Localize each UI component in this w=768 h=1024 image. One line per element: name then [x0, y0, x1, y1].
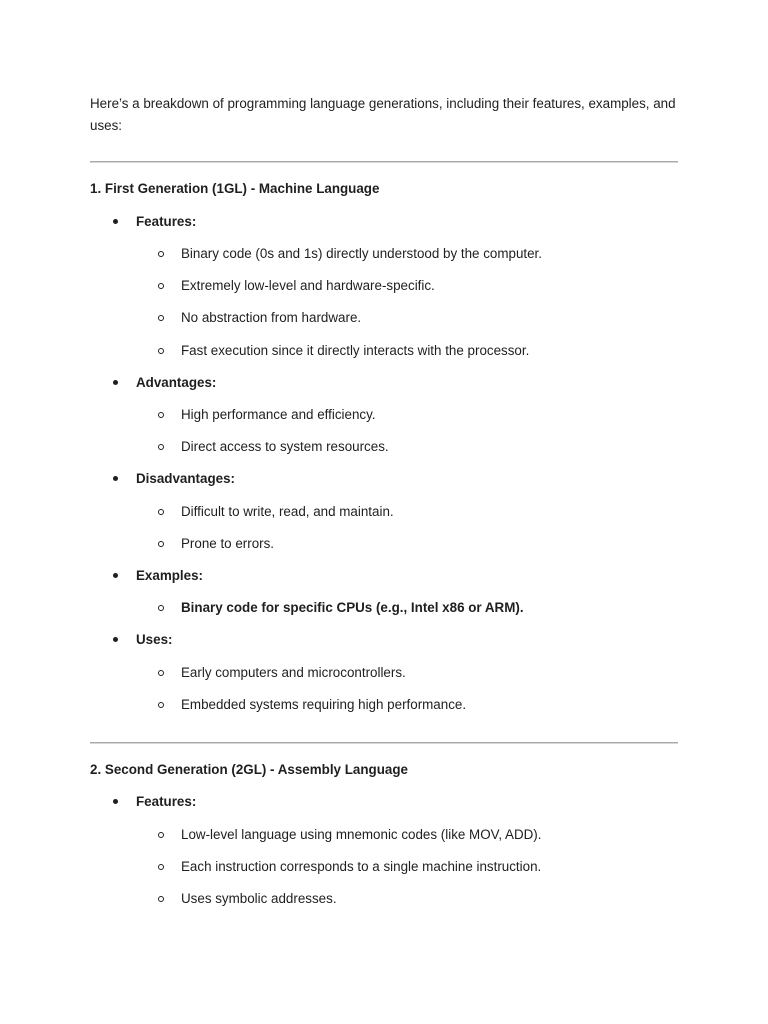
bullet-disc-icon: [113, 476, 118, 481]
bullet-circle-icon: [158, 315, 164, 321]
bullet-disc-icon: [113, 219, 118, 224]
bullet-circle-icon: [158, 541, 164, 547]
list-item: Embedded systems requiring high performance.: [181, 697, 467, 712]
section-heading-gen1: 1. First Generation (1GL) - Machine Language: [90, 181, 380, 196]
bullet-disc-icon: [113, 799, 118, 804]
bullet-circle-icon: [158, 509, 164, 515]
bullet-circle-icon: [158, 412, 164, 418]
bullet-circle-icon: [158, 348, 164, 354]
bullet-disc-icon: [113, 573, 118, 578]
list-item: Extremely low-level and hardware-specific.: [181, 278, 435, 293]
list-item: Each instruction corresponds to a single machine instruction.: [181, 859, 542, 874]
list-item: Binary code (0s and 1s) directly understood by the computer.: [181, 246, 542, 261]
bullet-disc-icon: [113, 637, 118, 642]
advantages-label: Advantages:: [136, 375, 217, 390]
list-item: Direct access to system resources.: [181, 439, 389, 454]
list-item: Binary code for specific CPUs (e.g., Intel x86 or ARM).: [181, 600, 524, 615]
bullet-circle-icon: [158, 444, 164, 450]
bullet-circle-icon: [158, 702, 164, 708]
bullet-circle-icon: [158, 283, 164, 289]
list-item: Low-level language using mnemonic codes (like MOV, ADD).: [181, 827, 542, 842]
bullet-circle-icon: [158, 251, 164, 257]
disadvantages-label: Disadvantages:: [136, 471, 235, 486]
list-item: Difficult to write, read, and maintain.: [181, 504, 394, 519]
horizontal-rule: [90, 161, 678, 162]
features-label: Features:: [136, 794, 197, 809]
bullet-circle-icon: [158, 670, 164, 676]
list-item: Uses symbolic addresses.: [181, 891, 337, 906]
examples-label: Examples:: [136, 568, 203, 583]
intro-paragraph: Here’s a breakdown of programming language generations, including their features, examples, and uses:: [90, 96, 676, 133]
list-item: Fast execution since it directly interacts with the processor.: [181, 343, 530, 358]
list-item: No abstraction from hardware.: [181, 310, 362, 325]
bullet-disc-icon: [113, 380, 118, 385]
uses-label: Uses:: [136, 632, 173, 647]
bullet-circle-icon: [158, 832, 164, 838]
bullet-circle-icon: [158, 896, 164, 902]
section-heading-gen2: 2. Second Generation (2GL) - Assembly Language: [90, 762, 408, 777]
bullet-circle-icon: [158, 864, 164, 870]
list-item: Early computers and microcontrollers.: [181, 665, 406, 680]
horizontal-rule: [90, 742, 678, 743]
features-label: Features:: [136, 214, 197, 229]
bullet-circle-icon: [158, 605, 164, 611]
list-item: High performance and efficiency.: [181, 407, 376, 422]
list-item: Prone to errors.: [181, 536, 275, 551]
